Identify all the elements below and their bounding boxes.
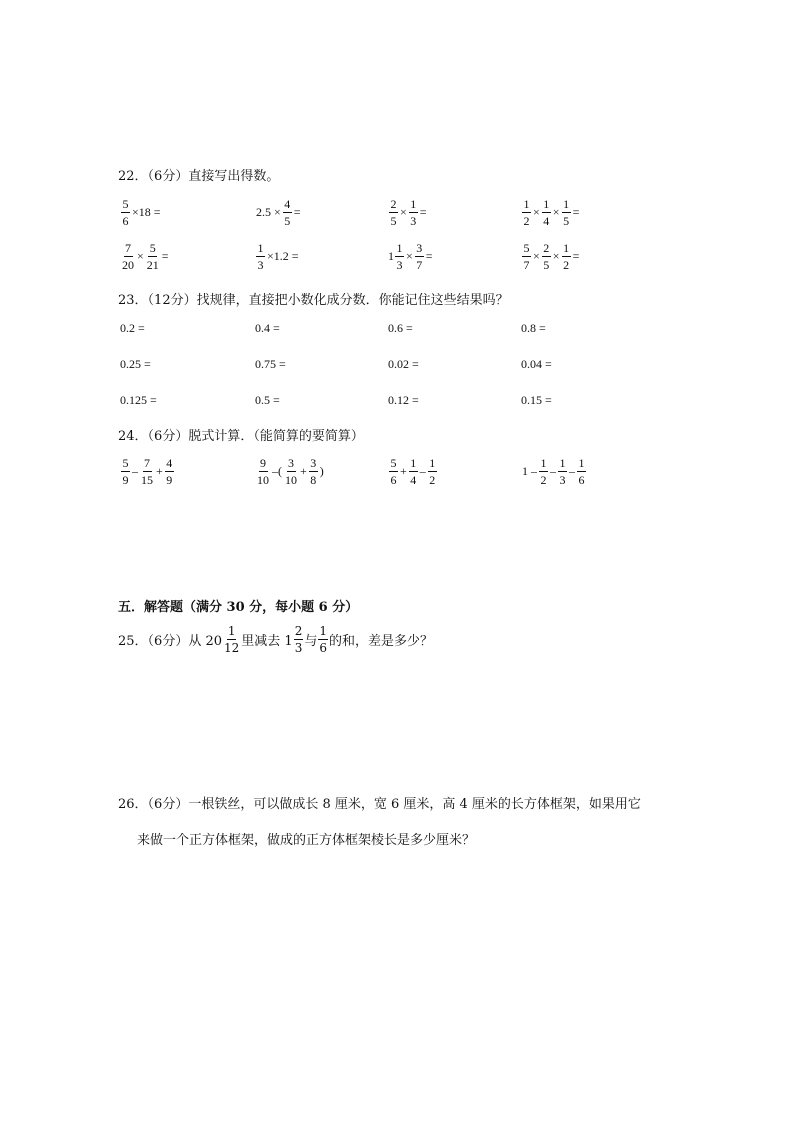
q23-item: 0.2 = (120, 321, 145, 335)
q23-item: 0.15 = (521, 393, 552, 407)
q24-b: 9 10 –( 3 10 + $\frac{3}{8}$ ) (257, 456, 324, 487)
q22-r1-d: $\frac{1}{2}$ × $\frac{1}{4}$ × $\frac{1}{5}$ = (523, 197, 580, 228)
q23-title: 23．（12分）找规律，直接把小数化成分数．你能记住这些结果吗？ (118, 293, 509, 308)
q22-r2-c: 1 $\frac{1}{3}$ × $\frac{3}{7}$ = (388, 241, 433, 272)
q23-item: 0.04 = (521, 357, 552, 371)
fraction: $\frac{4}{5}$ (284, 197, 291, 228)
q22-r1-b: 2.5 × $\frac{4}{5}$ = (256, 197, 301, 228)
q24-a: 5 9 – 7 15 + $\frac{4}{9}$ (122, 456, 173, 487)
q23-item: 0.12 = (388, 393, 419, 407)
q23-item: 0.02 = (388, 357, 419, 371)
q23-item: 0.125 = (120, 393, 157, 407)
q22-r2-b: $\frac{1}{3}$ ×1.2 = (257, 241, 299, 272)
q23-item: 0.25 = (120, 357, 151, 371)
q23-item: 0.8 = (521, 321, 546, 335)
section-title: 五．解答题（满分 30 分，每小题 6 分） (118, 600, 359, 615)
q23-item: 0.4 = (255, 321, 280, 335)
fraction: $\frac{5}{6}$ (122, 197, 129, 228)
q22-r1-a: $\frac{5}{6}$ ×18 = (122, 197, 161, 228)
q26-line2: 来做一个正方体框架，做成的正方体框架棱长是多少厘米？ (137, 833, 476, 848)
q26-line1: 26．（6分）一根铁丝，可以做成长 8 厘米，宽 6 厘米，高 4 厘米的长方体框架，如果用它 (118, 797, 641, 812)
q22-r2-a: $\frac{7}{20}$ × $\frac{5}{21}$ = (122, 241, 169, 272)
q22-title: 22．（6分）直接写出得数。 (118, 169, 280, 184)
q24-title: 24．（6分）脱式计算．（能简算的要简算） (118, 429, 364, 444)
q22-r1-c: $\frac{2}{5}$ × $\frac{1}{3}$ = (390, 197, 427, 228)
q25: 25．（6分）从 20 1 12 里减去 1 2 3 与 1 6 的和，差是多少？ (118, 624, 433, 655)
q23-item: 0.6 = (388, 321, 413, 335)
q23-item: 0.5 = (255, 393, 280, 407)
q24-c: 5 6 + $\frac{1}{4}$ – 1 2 (390, 456, 436, 487)
q23-item: 0.75 = (255, 357, 286, 371)
q22-r2-d: $\frac{5}{7}$ × $\frac{2}{5}$ × $\frac{1}{2}$ = (523, 241, 580, 272)
q24-d: 1 – 1 2 – 1 3 – 1 6 (522, 456, 585, 487)
